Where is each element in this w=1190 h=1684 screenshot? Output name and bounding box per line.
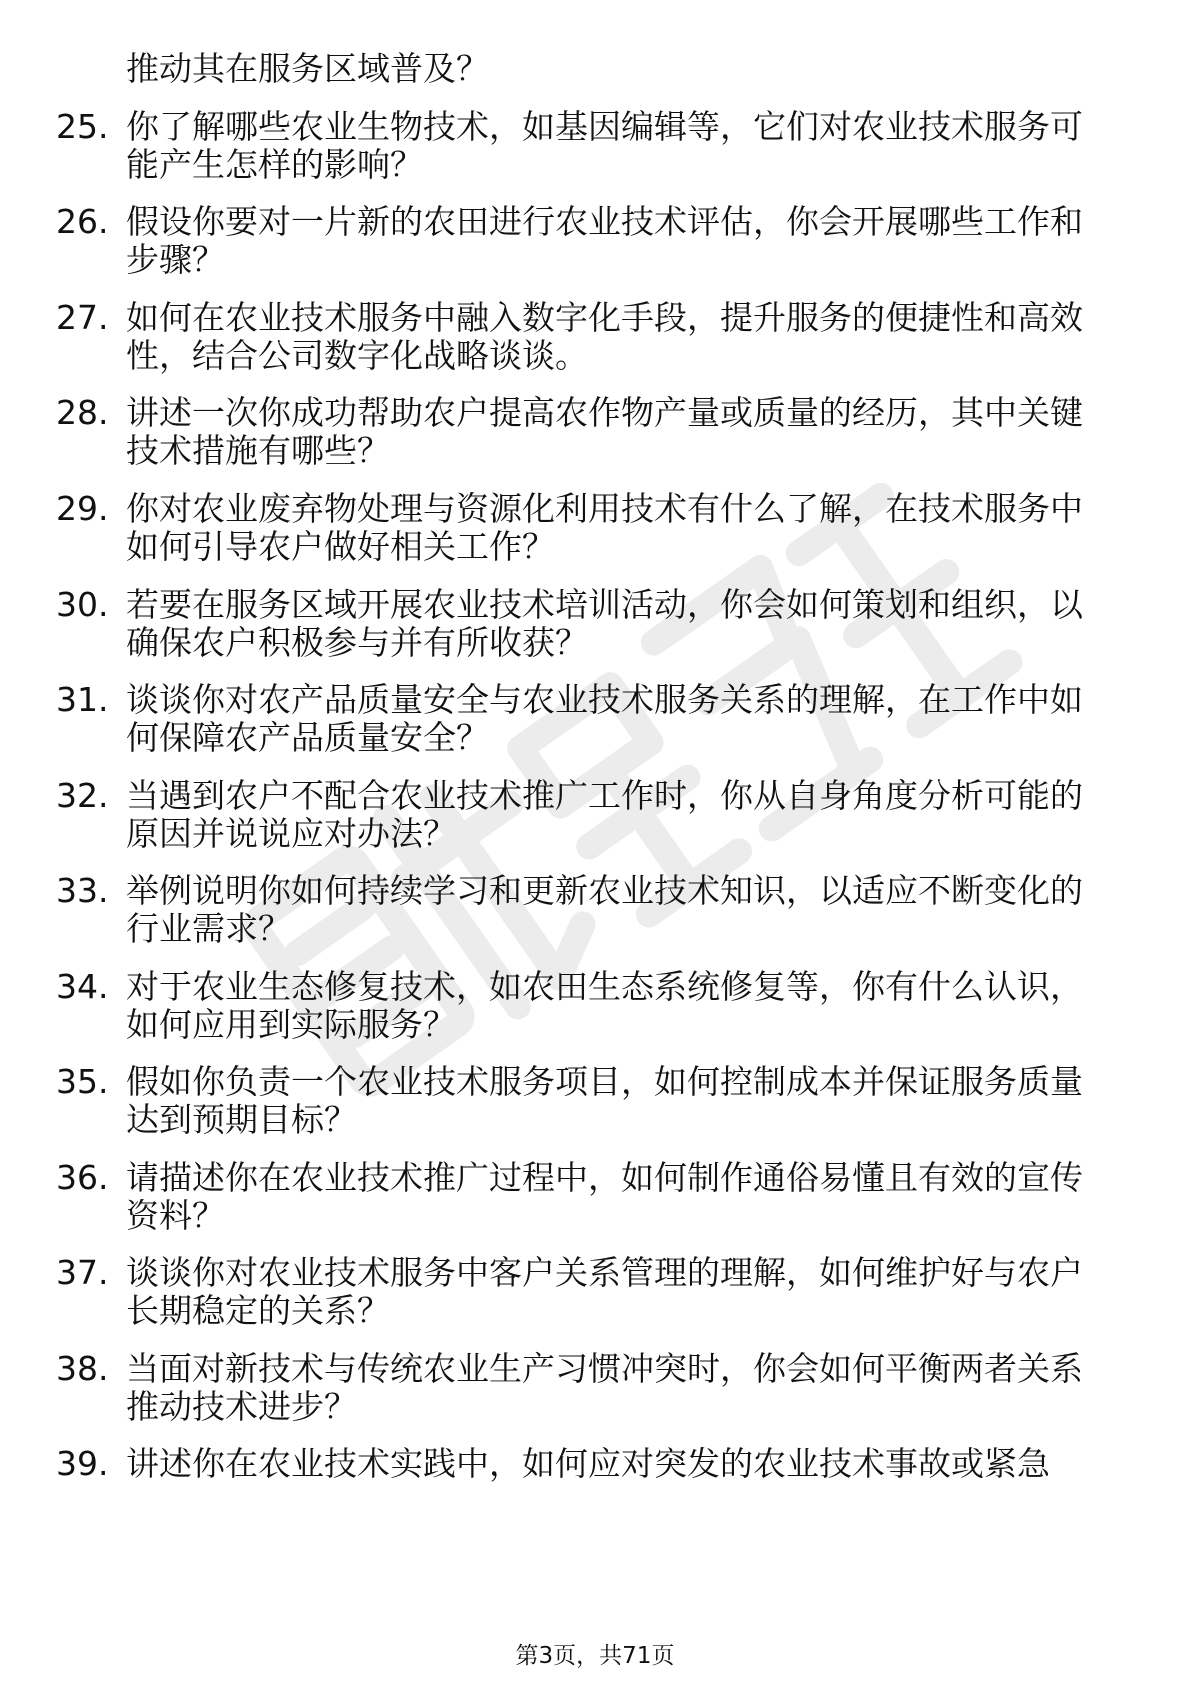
item-number: 38. (56, 1349, 109, 1388)
item-text: 假如你负责一个农业技术服务项目，如何控制成本并保证服务质量达到预期目标？ (126, 1062, 1083, 1139)
item-number: 39. (56, 1444, 109, 1483)
item-number: 32. (56, 776, 109, 815)
item-number: 25. (56, 107, 109, 146)
item-number: 28. (56, 393, 109, 432)
item-text: 讲述一次你成功帮助农户提高农作物产量或质量的经历，其中关键技术措施有哪些？ (126, 393, 1083, 470)
item-text: 若要在服务区域开展农业技术培训活动，你会如何策划和组织，以确保农户积极参与并有所收获？ (126, 585, 1083, 662)
item-number: 31. (56, 680, 109, 719)
item-number: 34. (56, 967, 109, 1006)
item-number: 26. (56, 202, 109, 241)
item-text: 当面对新技术与传统农业生产习惯冲突时，你会如何平衡两者关系推动技术进步？ (126, 1349, 1083, 1426)
item-number: 27. (56, 298, 109, 337)
item-text: 你对农业废弃物处理与资源化利用技术有什么了解，在技术服务中如何引导农户做好相关工作？ (126, 489, 1083, 566)
page-number: 第3页，共71页 (515, 1643, 675, 1669)
continuation-text: 推动其在服务区域普及？ (126, 49, 489, 88)
item-number: 35. (56, 1062, 109, 1101)
item-number: 29. (56, 489, 109, 528)
item-text: 谈谈你对农业技术服务中客户关系管理的理解，如何维护好与农户长期稳定的关系？ (126, 1253, 1083, 1330)
item-number: 33. (56, 871, 109, 910)
item-text: 谈谈你对农产品质量安全与农业技术服务关系的理解，在工作中如何保障农产品质量安全？ (126, 680, 1083, 757)
item-text: 对于农业生态修复技术，如农田生态系统修复等，你有什么认识，如何应用到实际服务？ (126, 967, 1083, 1044)
item-number: 36. (56, 1158, 109, 1197)
item-text: 当遇到农户不配合农业技术推广工作时，你从自身角度分析可能的原因并说说应对办法？ (126, 776, 1083, 853)
item-text: 请描述你在农业技术推广过程中，如何制作通俗易懂且有效的宣传资料？ (126, 1158, 1083, 1235)
item-text: 举例说明你如何持续学习和更新农业技术知识，以适应不断变化的行业需求？ (126, 871, 1083, 948)
item-number: 37. (56, 1253, 109, 1292)
item-text: 你了解哪些农业生物技术，如基因编辑等，它们对农业技术服务可能产生怎样的影响？ (126, 107, 1083, 184)
item-number: 30. (56, 585, 109, 624)
item-text: 假设你要对一片新的农田进行农业技术评估，你会开展哪些工作和步骤？ (126, 202, 1083, 279)
item-text: 如何在农业技术服务中融入数字化手段，提升服务的便捷性和高效性，结合公司数字化战略谈谈。 (126, 298, 1083, 375)
item-text: 讲述你在农业技术实践中，如何应对突发的农业技术事故或紧急 (126, 1444, 1050, 1483)
